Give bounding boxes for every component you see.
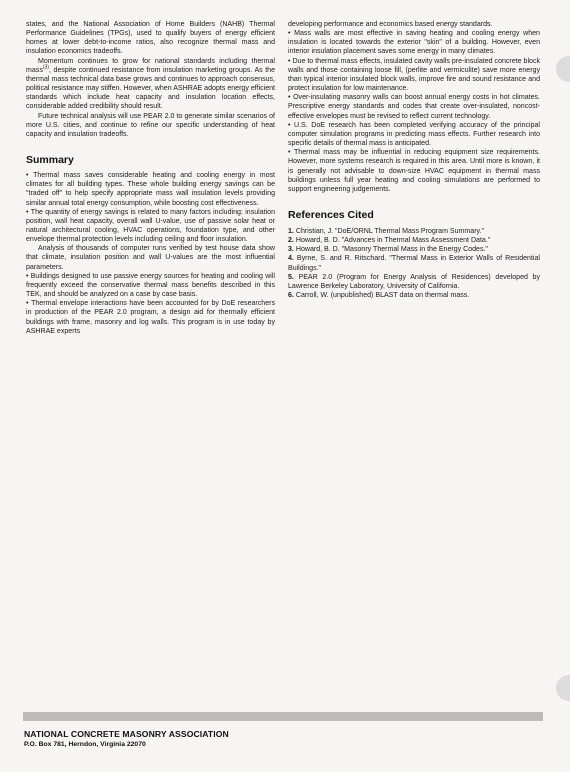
summary-bullet-6: • Due to thermal mass effects, insulated cavity walls pre-insulated concrete block walls and those containing loose fill, (perlite and vermiculite) save more energy than typical interior insulated block walls, improve fire and sound resistance and protect insulation for low maintenance.: [288, 57, 540, 94]
paragraph-future-analysis: Future technical analysis will use PEAR 2.0 to generate similar scenarios of more U.S. cities, and continue to refine our specific understanding of heat capacity and insulation tradeoffs.: [26, 112, 275, 138]
binder-tab-top: [556, 56, 570, 82]
reference-item: [288, 273, 540, 291]
binder-tab-bottom: [556, 675, 570, 701]
summary-bullet-4: • Thermal envelope interactions have been accounted for by DoE researchers in production of the PEAR 2.0 program, a design aid for thermally efficient buildings with frame, masonry and log walls. This program is in use today by ASHRAE experts: [26, 299, 275, 336]
summary-bullet-2: • The quantity of energy savings is related to many factors including: insulation position, wall heat capacity, overall wall U-value, use of passive solar heat or natural architectural cooling, HVAC operations, foundation type, and other envelope thermal protection levels including ceiling and floor insulation.: [26, 208, 275, 245]
reference-text: PEAR 2.0 (Program for Energy Analysis of Residences) developed by Lawrence Berkeley Laboratory, University of California.: [288, 273, 540, 290]
reference-number: 4.: [288, 255, 294, 263]
reference-item: [288, 291, 540, 300]
reference-number: 5.: [288, 273, 294, 281]
summary-paragraph-analysis: Analysis of thousands of computer runs verified by test house data show that climate, insulation position and wall U-values are the most influential parameters.: [26, 245, 275, 271]
footer-address: P.O. Box 781, Herndon, Virginia 22070: [24, 741, 146, 748]
references-list: [288, 227, 540, 300]
paragraph-momentum: [26, 57, 275, 112]
reference-text: Byrne, S. and R. Ritschard. "Thermal Mass in Exterior Walls of Residential Buildings.": [288, 255, 540, 272]
footnote-ref: (3): [42, 64, 49, 71]
footer-organization: NATIONAL CONCRETE MASONRY ASSOCIATION: [24, 729, 229, 739]
reference-text: Howard, B. D. "Masonry Thermal Mass in the Energy Codes.": [295, 246, 488, 254]
reference-text: Howard, B. D. "Advances in Thermal Mass Assessment Data.": [295, 237, 491, 245]
summary-bullet-8: • U.S. DoE research has been completed verifying accuracy of the principal computer simulation programs in predicting mass effects. Further research into specific details of thermal mass is anticipated.: [288, 121, 540, 148]
summary-bullet-5: • Mass walls are most effective in saving heating and cooling energy when insulation is located towards the exterior "skin" of a building. However, even interior insulation placement saves some energy in many climates.: [288, 29, 540, 56]
paragraph-momentum-text-b: , despite continued resistance from insulation marketing groups. As the thermal mass technical data base grows and continues to approach consensus, political resistance may stiffen. However, when ASHRAE adopts energy efficient standards which include heat capacity and insulation location effects, considerable added credibility should result.: [26, 66, 275, 111]
reference-number: 6.: [288, 292, 294, 300]
reference-item: [288, 245, 540, 254]
footer-divider-bar: [23, 712, 543, 721]
summary-bullet-3: • Buildings designed to use passive energy sources for heating and cooling will frequently exceed the conservative thermal mass benefits described in this TEK, and should be analyzed on a case by case basis.: [26, 272, 275, 299]
references-heading: References Cited: [288, 208, 374, 221]
reference-item: [288, 236, 540, 245]
reference-text: Carroll, W. (unpublished) BLAST data on thermal mass.: [295, 292, 470, 300]
paragraph-continuation: developing performance and economics based energy standards.: [288, 21, 493, 28]
reference-number: 1.: [288, 227, 294, 235]
paragraph-nahb: states, and the National Association of Home Builders (NAHB) Thermal Performance Guidelines (TPGs), used to qualify buyers of energy efficient homes at lower debt-to-income ratios, also recognize thermal mass and insulation economics tradeoffs.: [26, 21, 275, 56]
summary-bullet-1: • Thermal mass saves considerable heating and cooling energy in most climates for all building types. These whole building energy savings can be "traded off" to help specify appropriate mass wall insulation levels providing similar annual total energy consumption, while boosting cost effectiveness.: [26, 171, 275, 208]
paragraph-momentum-text-a: Momentum continues to grow for national standards including thermal mass: [26, 57, 275, 74]
left-column: [26, 20, 275, 336]
reference-item: [288, 254, 540, 272]
summary-bullet-9: • Thermal mass may be influential in reducing equipment size requirements. However, more systems research is required in this area. Until more is known, it is generally not advisable to down-size HVAC equipment in thermal mass buildings unless full year heating and cooling simulations are performed to support engineering judgements.: [288, 148, 540, 194]
right-column: [288, 20, 540, 300]
summary-bullet-7: • Over-insulating masonry walls can boost annual energy costs in hot climates. Prescriptive energy standards and codes that create over-insulated, noncost-effective envelopes must be revised to reflect current technology.: [288, 93, 540, 120]
reference-number: 3.: [288, 246, 294, 254]
reference-number: 2.: [288, 237, 294, 245]
reference-item: [288, 227, 540, 236]
reference-text: Christian, J. "DoE/ORNL Thermal Mass Program Summary.": [295, 227, 484, 235]
summary-heading: Summary: [26, 154, 74, 167]
